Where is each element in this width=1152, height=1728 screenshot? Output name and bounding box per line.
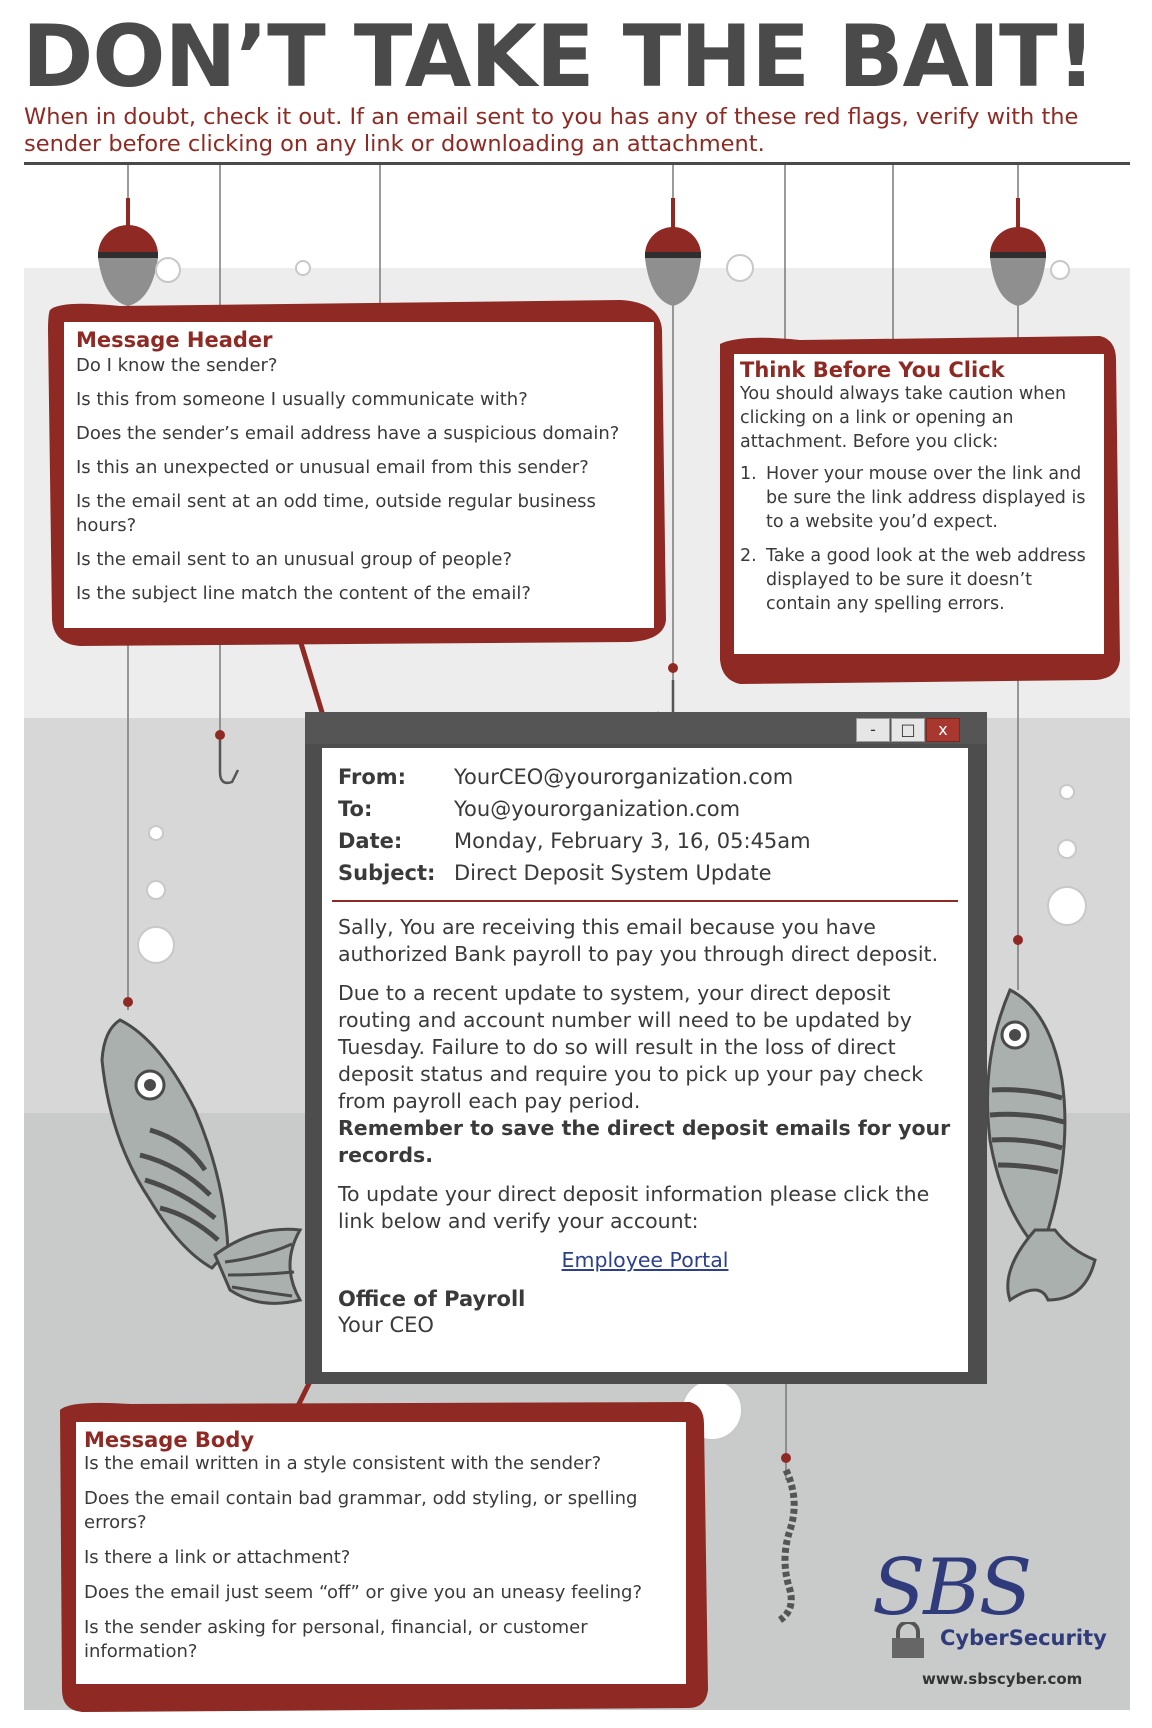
- lock-icon: [886, 1622, 930, 1658]
- email-body: [338, 914, 952, 1235]
- window-maximize-button[interactable]: □: [891, 718, 925, 742]
- step-item: [740, 462, 1098, 534]
- message-body-item: Is there a link or attachment?: [84, 1547, 351, 1568]
- from-value: YourCEO@yourorganization.com: [454, 765, 794, 789]
- sbs-logo: [872, 1543, 1112, 1658]
- date-label: Date:: [338, 829, 403, 853]
- message-body-item: Does the email just seem “off” or give you an uneasy feeling?: [84, 1582, 643, 1603]
- date-value: Monday, February 3, 16, 05:45am: [454, 829, 811, 853]
- email-bold-line: Remember to save the direct deposit emails for your records.: [338, 1116, 951, 1167]
- think-before-click-steps: [740, 462, 1098, 616]
- think-before-click-panel: [734, 354, 1104, 654]
- step-text: Hover your mouse over the link and be sure the link address displayed is to a website you’d expect.: [766, 464, 1086, 532]
- message-header-item: Is the email sent at an odd time, outside regular business hours?: [76, 491, 596, 536]
- message-body-panel: [76, 1422, 686, 1684]
- step-text: Take a good look at the web address displayed to be sure it doesn’t contain any spelling errors.: [766, 546, 1086, 614]
- message-header-panel: [64, 322, 654, 628]
- subtitle: When in doubt, check it out. If an email sent to you has any of these red flags, verify with the sender before clicking on any link or downloading an attachment.: [24, 104, 1079, 157]
- email-paragraph: Due to a recent update to system, your direct deposit routing and account number will need to be updated by Tuesday. Failure to do so will result in the loss of direct deposit status and require you to pick up your pay check from payroll each pay period.: [338, 981, 924, 1113]
- step-number: 2.: [740, 546, 757, 566]
- message-header-item: Is this an unexpected or unusual email from this sender?: [76, 457, 589, 478]
- window-close-button[interactable]: x: [926, 718, 960, 742]
- step-number: 1.: [740, 464, 757, 484]
- fish-icon: [102, 1020, 300, 1303]
- logo-brand: SBS: [872, 1543, 1031, 1633]
- email-header: [338, 764, 952, 886]
- message-body-item: Does the email contain bad grammar, odd styling, or spelling errors?: [84, 1488, 638, 1533]
- message-header-heading: Message Header: [76, 328, 273, 352]
- subject-label: Subject:: [338, 861, 436, 885]
- from-label: From:: [338, 765, 407, 789]
- message-header-item: Is the subject line match the content of the email?: [76, 583, 531, 604]
- bobber-icon: [990, 198, 1046, 306]
- email-divider: [332, 900, 958, 902]
- message-header-item: Do I know the sender?: [76, 355, 278, 376]
- subject-value: Direct Deposit System Update: [454, 861, 772, 885]
- window-minimize-button[interactable]: -: [856, 718, 890, 742]
- to-label: To:: [338, 797, 373, 821]
- message-body-item: Is the email written in a style consistent with the sender?: [84, 1453, 602, 1474]
- page-title: DON’T TAKE THE BAIT!: [22, 7, 1095, 107]
- signature-department: Office of Payroll: [338, 1287, 526, 1311]
- email-paragraph: Sally, You are receiving this email because you have authorized Bank payroll to pay you through direct deposit.: [338, 915, 939, 966]
- message-header-item: Is the email sent to an unusual group of people?: [76, 549, 513, 570]
- email-signature: [338, 1286, 952, 1338]
- bobber-icon: [645, 198, 701, 306]
- logo-product: CyberSecurity: [940, 1626, 1107, 1650]
- email-cta: To update your direct deposit information please click the link below and verify your account:: [338, 1182, 930, 1233]
- signature-name: Your CEO: [338, 1313, 434, 1337]
- to-value: You@yourorganization.com: [454, 797, 741, 821]
- think-before-click-intro: You should always take caution when clicking on a link or opening an attachment. Before you click:: [740, 384, 1067, 452]
- message-body-item: Is the sender asking for personal, financial, or customer information?: [84, 1617, 588, 1662]
- message-header-item: Is this from someone I usually communicate with?: [76, 389, 528, 410]
- email-link-row: [338, 1247, 952, 1274]
- employee-portal-link[interactable]: Employee Portal: [561, 1248, 729, 1272]
- email-window: [322, 748, 968, 1372]
- step-item: [740, 544, 1098, 616]
- fish-icon: [988, 990, 1096, 1300]
- message-body-heading: Message Body: [84, 1428, 255, 1452]
- message-header-item: Does the sender’s email address have a suspicious domain?: [76, 423, 620, 444]
- website-url: www.sbscyber.com: [922, 1670, 1083, 1688]
- bobber-icon: [98, 198, 158, 306]
- think-before-click-heading: Think Before You Click: [740, 358, 1005, 382]
